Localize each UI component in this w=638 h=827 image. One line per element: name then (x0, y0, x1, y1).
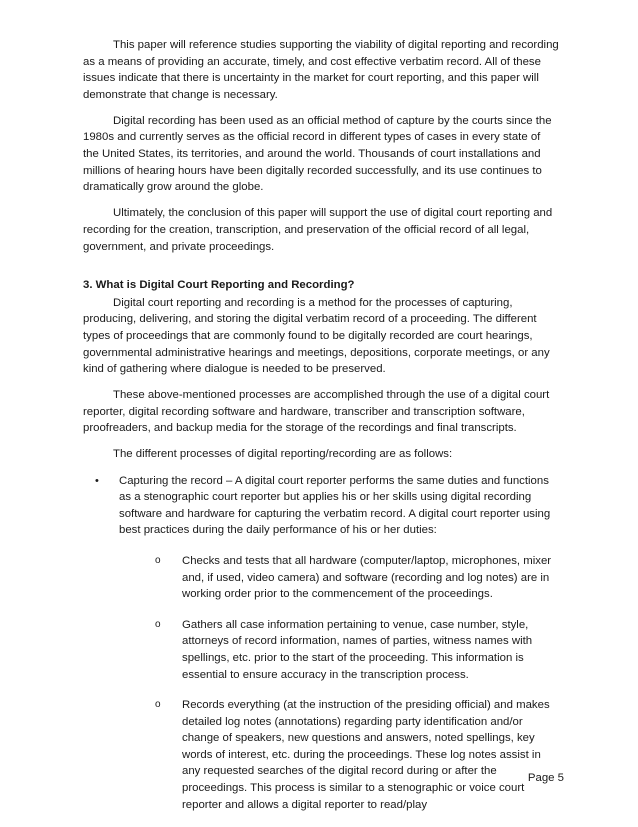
circle-bullet-icon: o (155, 699, 161, 711)
sub-list (119, 553, 559, 813)
bullet-icon: • (95, 474, 99, 487)
sub-item-text: Gathers all case information pertaining to venue, case number, style, attorneys of record information, names of parties, witness names with spellings, etc. prior to the start of the proceeding. This information is essential to ensure accuracy in the transcription process. (182, 618, 533, 681)
circle-bullet-icon: o (155, 618, 161, 630)
process-list (83, 473, 559, 814)
sub-item-text: Records everything (at the instruction of the presiding official) and makes detailed log notes (annotations) regarding party identification and/or change of speakers, new questions and answers, noted spellings, key words of interest, etc. during the proceedings. These log notes assist in any requested searches of the digital record during or after the proceedings. This process is similar to a stenographic or voice court reporter and allows a digital reporter to read/play (182, 699, 550, 811)
section-heading: 3. What is Digital Court Reporting and Recording? (83, 279, 355, 292)
list-item (90, 473, 559, 814)
sub-list-item (142, 697, 559, 813)
sub-list-item (142, 553, 559, 603)
intro-paragraph-1: This paper will reference studies supporting the viability of digital reporting and recording as a means of providing an accurate, timely, and cost effective verbatim record. All of these issues indicate that there is uncertainty in the market for court reporting, and this paper will demonstrate that change is necessary. (83, 39, 559, 101)
section-paragraph-1: Digital court reporting and recording is a method for the processes of capturing, producing, delivering, and storing the digital verbatim record of a proceeding. The different types of proceedings that are commonly found to be digitally recorded are court hearings, governmental administrative hearings and meetings, depositions, corporate meetings, or any kind of gathering where dialogue is needed to be preserved. (83, 296, 550, 376)
intro-paragraph-2: Digital recording has been used as an official method of capture by the courts since the 1980s and currently serves as the official record in different types of cases in every state of the United States, its territories, and around the world. Thousands of court installations and millions of hearing hours have been digitally recorded successfully, and its use continues to dramatically grow around the globe. (83, 114, 552, 194)
sub-item-text: Checks and tests that all hardware (computer/laptop, microphones, mixer and, if used, video camera) and software (recording and log notes) are in working order prior to the commencement of the proceedings. (182, 554, 552, 601)
section-paragraph-2: These above-mentioned processes are accomplished through the use of a digital court reporter, digital recording software and hardware, transcriber and transcription software, proofreaders, and backup media for the storage of the recordings and final transcripts. (83, 389, 550, 435)
section-paragraph-3: The different processes of digital reporting/recording are as follows: (113, 448, 453, 461)
intro-paragraph-3: Ultimately, the conclusion of this paper will support the use of digital court reporting and recording for the creation, transcription, and preservation of the official record of all legal, government, and private proceedings. (83, 207, 553, 253)
document-body (83, 37, 559, 827)
circle-bullet-icon: o (155, 554, 161, 566)
bullet-text: Capturing the record – A digital court reporter performs the same duties and functions as a stenographic court reporter but applies his or her skills using digital recording software and hardware for capturing the verbatim record. A digital court reporter using best practices during the daily performance of his or her duties: (119, 474, 551, 537)
page-number: Page 5 (527, 772, 564, 784)
sub-list-item (142, 617, 559, 683)
